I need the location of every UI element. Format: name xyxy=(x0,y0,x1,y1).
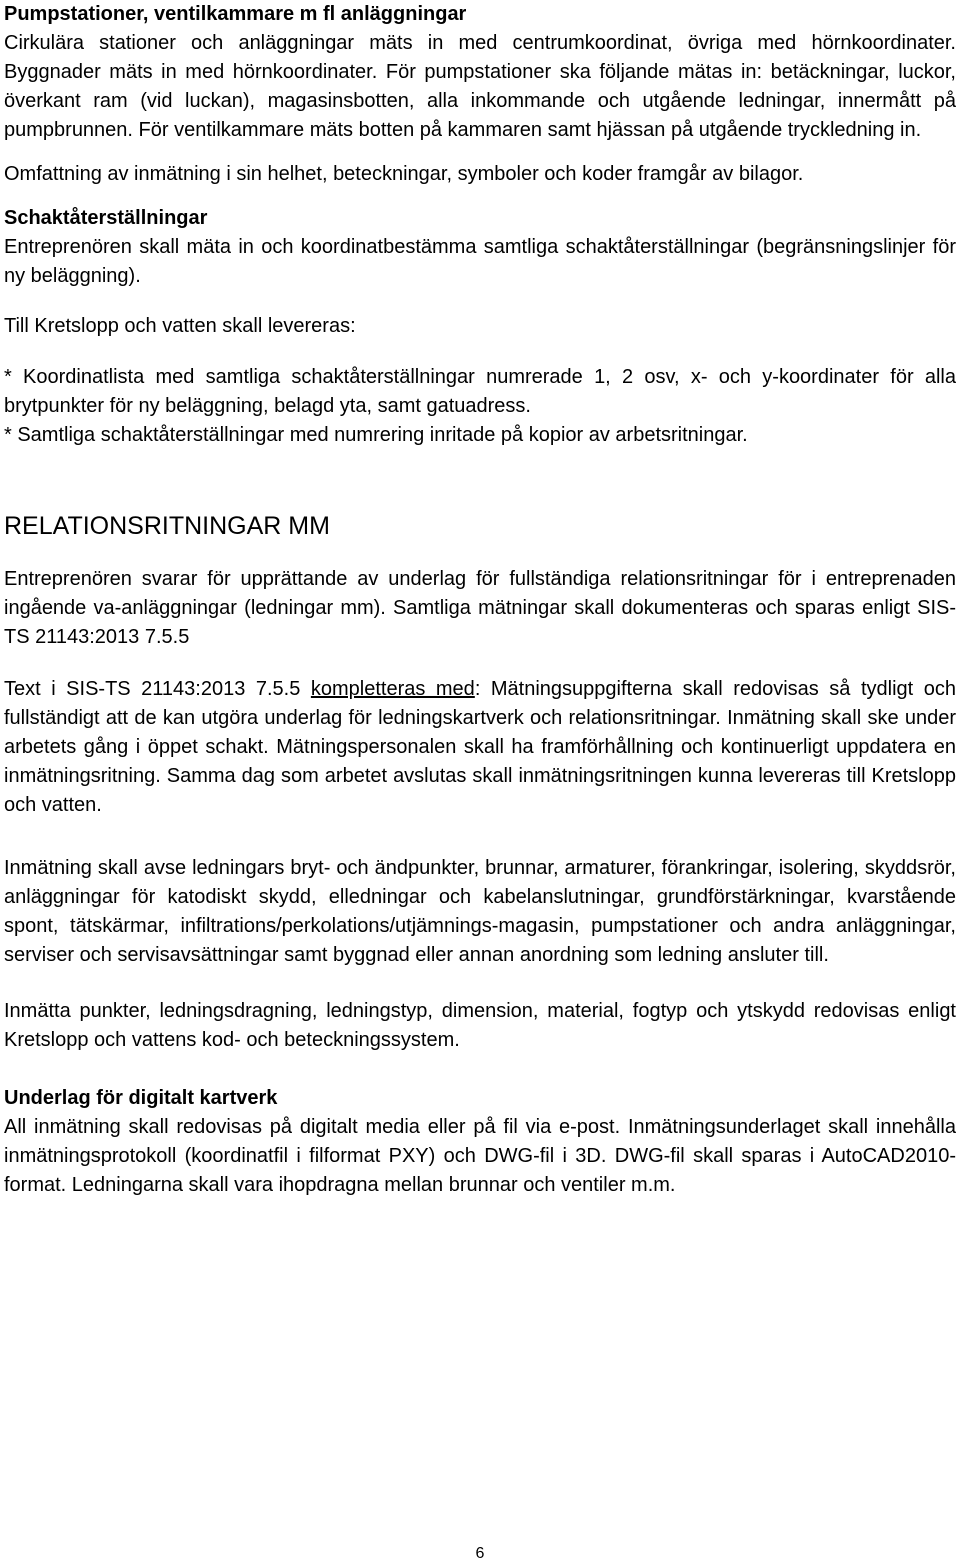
schakt-bullet-2: * Samtliga schaktåterställningar med numrering inritade på kopior av arbetsritningar. xyxy=(4,424,748,446)
kompletteras-link: kompletteras med xyxy=(310,678,475,700)
relation-p3: Inmätning skall avse ledningars bryt- och ändpunkter, brunnar, armaturer, förankringar, isolering, skyddsrör, anläggningar för katodiskt skydd, elledningar och kabelanslutningar, grundförstärkningar, kvarstående spont, tätskärmar, infiltrations/perkolations/utjämnings-magasin, pumpstationer och andra anläggningar, serviser och servisavsättningar samt byggnad eller annan anordning som ledning ansluter till. xyxy=(4,857,956,966)
document-page xyxy=(4,0,956,1200)
schakt-body: Entreprenören skall mäta in och koordinatbestämma samtliga schaktåterställningar (begränsningslinjer för ny beläggning). xyxy=(4,236,956,287)
relation-p4: Inmätta punkter, ledningsdragning, ledningstyp, dimension, material, fogtyp och ytskydd redovisas enligt Kretslopp och vattens kod- och beteckningssystem. xyxy=(4,1000,956,1051)
digital-body: All inmätning skall redovisas på digitalt media eller på fil via e-post. Inmätningsunderlaget skall innehålla inmätningsprotokoll (koordinatfil i filformat PXY) och DWG-fil i 3D. DWG-fil skall sparas i AutoCAD2010-format. Ledningarna skall vara ihopdragna mellan brunnar och ventiler m.m. xyxy=(4,1116,956,1196)
relation-p1: Entreprenören svarar för upprättande av underlag för fullständiga relationsritningar för i entreprenaden ingående va-anläggningar (ledningar mm). Samtliga mätningar skall dokumenteras och sparas enligt SIS-TS 21143:2013 7.5.5 xyxy=(4,568,956,648)
pump-heading: Pumpstationer, ventilkammare m fl anläggningar xyxy=(4,3,467,25)
schakt-bullet-1: * Koordinatlista med samtliga schaktåterställningar numrerade 1, 2 osv, x- och y-koordinater för alla brytpunkter för ny beläggning, belagd yta, samt gatuadress. xyxy=(4,366,956,417)
page-number: 6 xyxy=(475,1545,485,1562)
schakt-deliver: Till Kretslopp och vatten skall levereras: xyxy=(4,315,356,337)
schakt-heading: Schaktåterställningar xyxy=(4,207,208,229)
relation-p2-post: : Mätningsuppgifterna skall redovisas så tydligt och fullständigt att de kan utgöra underlag för ledningskartverk och relationsritningar. Inmätning skall ske under arbetets gång i öppet schakt. Mätningspersonalen skall ha framförhållning och kontinuerligt uppdatera en inmätningsritning. Samma dag som arbetet avslutas skall inmätningsritningen kunna levereras till Kretslopp och vatten. xyxy=(4,678,956,816)
digital-heading: Underlag för digitalt kartverk xyxy=(4,1087,278,1109)
relation-heading: RELATIONSRITNINGAR MM xyxy=(4,512,330,540)
pump-body: Cirkulära stationer och anläggningar mäts in med centrumkoordinat, övriga med hörnkoordinater. Byggnader mäts in med hörnkoordinater. För pumpstationer ska följande mätas in: betäckningar, luckor, överkant ram (vid luckan), magasinsbotten, alla inkommande och utgående ledningar, innermått på pumpbrunnen. För ventilkammare mäts botten på kammaren samt hjässan på utgående tryckledning in. xyxy=(4,32,956,141)
omfattning-paragraph: Omfattning av inmätning i sin helhet, beteckningar, symboler och koder framgår av bilagor. xyxy=(4,163,804,185)
relation-p2 xyxy=(4,675,956,820)
relation-p2-pre: Text i SIS-TS 21143:2013 7.5.5 xyxy=(4,678,311,700)
